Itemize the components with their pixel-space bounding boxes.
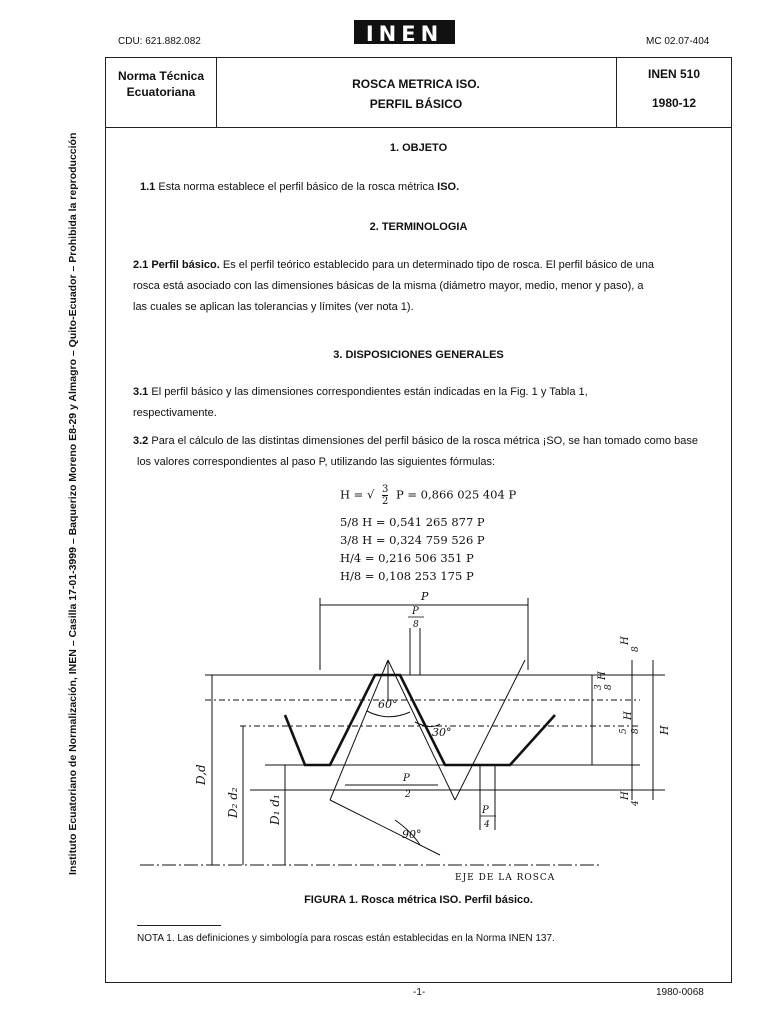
norma-tecnica-label: Norma Técnica Ecuatoriana: [117, 69, 205, 99]
svg-text:4: 4: [484, 820, 490, 830]
document-title: ROSCA METRICA ISO. PERFIL BÁSICO: [352, 77, 480, 111]
svg-text:P: P: [482, 805, 489, 816]
pitch-label: P: [421, 590, 429, 603]
section-3-title: 3. DISPOSICIONES GENERALES: [333, 349, 504, 361]
angle-60-label: 60°: [378, 698, 398, 711]
section-3-2-paragraph: 3.2 Para el cálculo de las distintas dimensiones del perfil básico de la rosca métrica ¡SO, se han tomado como base los valores correspondientes al paso P, utilizando las siguientes fórmulas:: [133, 435, 698, 468]
diameter-d2-label: D₂ d₂: [226, 787, 240, 818]
svg-text:H: H: [620, 791, 631, 800]
svg-text:H: H: [623, 711, 634, 720]
header-divider: [106, 127, 731, 128]
angle-30-label: 30°: [432, 726, 452, 739]
svg-text:4: 4: [631, 800, 641, 806]
norma-id: INEN 510: [647, 67, 701, 81]
figure-caption: FIGURA 1. Rosca métrica ISO. Perfil básico.: [304, 894, 533, 906]
svg-text:H: H: [620, 636, 631, 645]
norma-date: 1980-12: [651, 96, 697, 110]
cdu-code: CDU: 621.882.082: [118, 36, 201, 47]
diameter-d1-label: D₁ d₁: [268, 794, 282, 825]
footer-code: 1980-0068: [656, 987, 704, 998]
formula-h-8: H/8 = 0,108 253 175 P: [340, 569, 474, 583]
formula-3-8h: 3/8 H = 0,324 759 526 P: [340, 533, 485, 547]
svg-text:P: P: [412, 606, 419, 617]
svg-text:8: 8: [631, 646, 641, 652]
svg-text:P: P: [403, 773, 410, 784]
svg-text:H: H: [597, 671, 608, 680]
thread-profile-figure: [133, 478, 701, 888]
section-1-title: 1. OBJETO: [389, 142, 448, 154]
svg-text:3: 3: [594, 684, 604, 690]
section-2-1-paragraph: 2.1 Perfil básico. Es el perfil teórico establecido para un determinado tipo de rosca. El perfil básico de una rosca está asociado con las dimensiones básicas de la misma (diámetro mayor, medio, menor y paso), a las cuales se aplican las tolerancias y límites (ver nota 1).: [133, 259, 654, 313]
mc-code: MC 02.07-404: [646, 36, 710, 47]
thread-profile-line: [285, 675, 555, 765]
page-number: -1-: [413, 987, 426, 998]
section-3-1-paragraph: 3.1 El perfil básico y las dimensiones correspondientes están indicadas en la Fig. 1 y Tabla 1, respectivamente.: [133, 386, 588, 419]
svg-text:5: 5: [619, 728, 629, 734]
angle-90-label: 90°: [402, 828, 422, 841]
svg-text:H: H: [658, 725, 671, 735]
section-2-title: 2. TERMINOLOGIA: [369, 221, 468, 233]
diameter-d-label: D,d: [194, 764, 208, 785]
section-1-1-paragraph: 1.1 Esta norma establece el perfil básico de la rosca métrica ISO.: [140, 181, 460, 193]
svg-text:2: 2: [405, 790, 411, 800]
inen-logo: INEN: [354, 20, 455, 44]
formula-h-4: H/4 = 0,216 506 351 P: [340, 551, 474, 565]
sidebar-institution-text: Instituto Ecuatoriano de Normalización, INEN – Casilla 17-01-3999 – Baquerizo Moreno E8-29 y Almagro – Quito-Ecuador – Prohibida la reproducción: [67, 132, 79, 875]
thread-axis-label: EJE DE LA ROSCA: [455, 873, 556, 883]
formula-h: H = √ $\frac{3}{2}$ P = 0,866 025 404 P: [340, 484, 517, 507]
svg-text:8: 8: [413, 620, 419, 630]
svg-text:8: 8: [631, 728, 641, 734]
svg-text:8: 8: [604, 684, 614, 690]
formula-5-8h: 5/8 H = 0,541 265 877 P: [340, 515, 485, 529]
footnote-rule: [137, 925, 221, 926]
footnote-text: NOTA 1. Las definiciones y simbología para roscas están establecidas en la Norma INEN 137.: [137, 933, 555, 944]
